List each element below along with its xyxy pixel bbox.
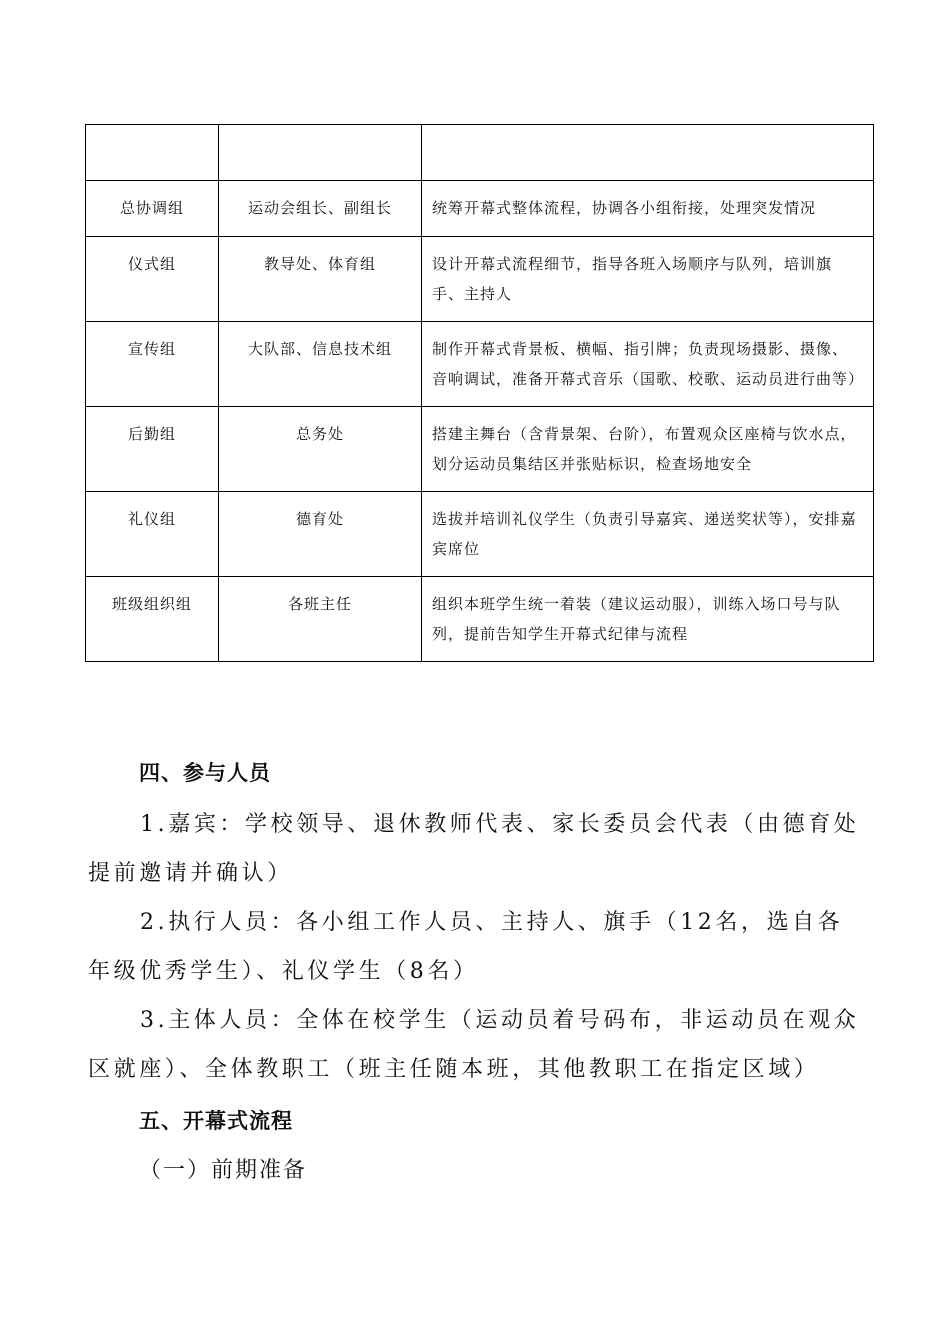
section-heading-ceremony-flow: 五、开幕式流程 (139, 1109, 293, 1133)
table-row (86, 181, 874, 237)
table-row (86, 492, 874, 577)
table-row (86, 322, 874, 407)
group-cell: 班级组织组 (86, 577, 219, 662)
duty-cell: 选拔并培训礼仪学生（负责引导嘉宾、递送奖状等），安排嘉宾席位 (422, 492, 874, 577)
responsible-cell: 各班主任 (219, 577, 422, 662)
header-cell-group (86, 125, 219, 181)
subsection-heading-preparation: （一）前期准备 (139, 1158, 308, 1183)
responsible-cell: 运动会组长、副组长 (219, 181, 422, 237)
table-row (86, 237, 874, 322)
duty-cell: 制作开幕式背景板、横幅、指引牌；负责现场摄影、摄像、音响调试，准备开幕式音乐（国歌、校歌、运动员进行曲等） (422, 322, 874, 407)
group-cell: 宣传组 (86, 322, 219, 407)
table-row (86, 577, 874, 662)
responsible-cell: 大队部、信息技术组 (219, 322, 422, 407)
table-row (86, 407, 874, 492)
duty-cell: 组织本班学生统一着装（建议运动服），训练入场口号与队列，提前告知学生开幕式纪律与流程 (422, 577, 874, 662)
group-cell: 礼仪组 (86, 492, 219, 577)
header-cell-responsible (219, 125, 422, 181)
group-cell: 总协调组 (86, 181, 219, 237)
duty-cell: 搭建主舞台（含背景架、台阶），布置观众区座椅与饮水点，划分运动员集结区并张贴标识，检查场地安全 (422, 407, 874, 492)
responsible-cell: 教导处、体育组 (219, 237, 422, 322)
group-cell: 仪式组 (86, 237, 219, 322)
responsible-cell: 总务处 (219, 407, 422, 492)
header-cell-duty (422, 125, 874, 181)
table-header-row (86, 125, 874, 181)
participants-item-main: 3.主体人员：全体在校学生（运动员着号码布，非运动员在观众区就座）、全体教职工（班主任随本班，其他教职工在指定区域） (88, 1008, 860, 1082)
participants-item-guests: 1.嘉宾：学校领导、退休教师代表、家长委员会代表（由德育处提前邀请并确认） (88, 812, 860, 886)
responsible-cell: 德育处 (219, 492, 422, 577)
duty-cell: 设计开幕式流程细节，指导各班入场顺序与队列，培训旗手、主持人 (422, 237, 874, 322)
group-cell: 后勤组 (86, 407, 219, 492)
duty-cell: 统筹开幕式整体流程，协调各小组衔接，处理突发情况 (422, 181, 874, 237)
participants-item-staff: 2.执行人员：各小组工作人员、主持人、旗手（12名，选自各年级优秀学生）、礼仪学生（8名） (88, 910, 844, 984)
section-heading-participants: 四、参与人员 (139, 761, 271, 785)
duty-table (85, 124, 874, 662)
